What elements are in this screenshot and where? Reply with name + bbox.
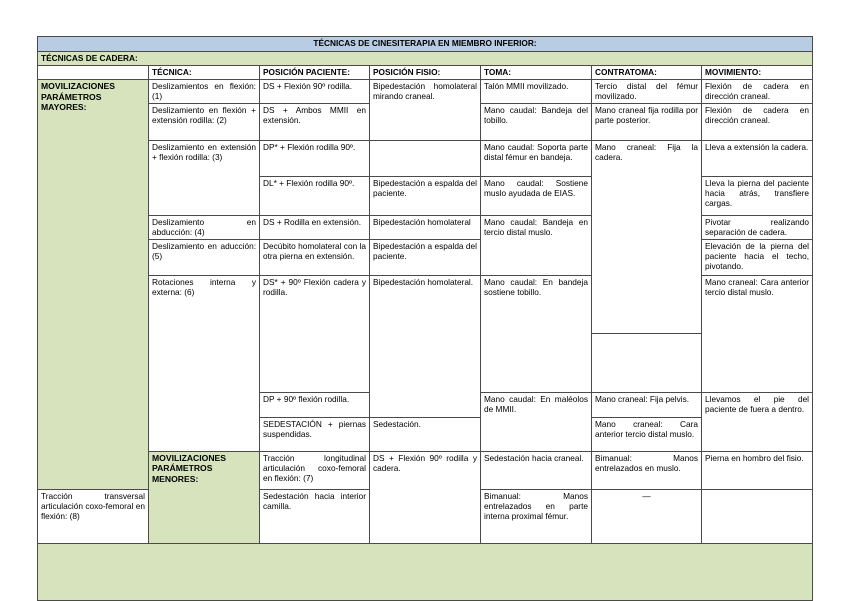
- group-parametros-menores: MOVILIZACIONES PARÁMETROS MENORES:: [149, 451, 260, 543]
- fisio-6c: Sedestación.: [370, 417, 481, 451]
- paciente-5: Decúbito homolateral con la otra pierna en extensión.: [260, 239, 370, 275]
- paciente-3a: DP* + Flexión rodilla 90º.: [260, 140, 370, 176]
- movimiento-4: Pivotar realizando separación de cadera.: [702, 215, 813, 239]
- fisio-1-2: Bipedestación homolateral mirando craneal.: [370, 80, 481, 141]
- paciente-1: DS + Flexión 90º rodilla.: [260, 80, 370, 104]
- contratoma-6c: Mano craneal: Cara anterior tercio distal muslo.: [592, 417, 702, 451]
- fisio-5: Bipedestación a espalda del paciente.: [370, 239, 481, 275]
- contratoma-8: —: [592, 489, 702, 543]
- toma-2: Mano caudal: Bandeja del tobillo.: [481, 103, 592, 140]
- header-empty: [38, 66, 149, 80]
- movimiento-3b: Lleva la pierna del paciente hacia atrás, transfiere cargas.: [702, 176, 813, 215]
- tecnica-4: Deslizamiento en abducción: (4): [149, 215, 260, 239]
- toma-4-5: Mano caudal: Bandeja en tercio distal muslo.: [481, 215, 592, 275]
- tecnica-7: Tracción longitudinal articulación coxo-femoral en flexión: (7): [260, 451, 370, 489]
- paciente-2: DS + Ambos MMII en extensión.: [260, 103, 370, 140]
- contratoma-3-5: Mano craneal: Fija la cadera.: [592, 140, 702, 333]
- header-movimiento: MOVIMIENTO:: [702, 66, 813, 80]
- contratoma-7: Pierna en hombro del fisio.: [702, 451, 813, 489]
- header-posicion-paciente: POSICIÓN PACIENTE:: [260, 66, 370, 80]
- paciente-7-8: DS + Flexión 90º rodilla y cadera.: [370, 451, 481, 543]
- fisio-3b: Bipedestación a espalda del paciente.: [370, 176, 481, 215]
- tecnica-6: Rotaciones interna y externa: (6): [149, 275, 260, 451]
- paciente-6c: SEDESTACIÓN + piernas suspendidas.: [260, 417, 370, 451]
- tecnica-2: Deslizamiento en flexión + extensión rodilla: (2): [149, 103, 260, 140]
- movimiento-6b: Llevamos el pie del paciente de fuera a dentro.: [702, 392, 813, 451]
- paciente-3b: DL* + Flexión rodilla 90º.: [260, 176, 370, 215]
- tecnica-5: Deslizamiento en aducción: (5): [149, 239, 260, 275]
- toma-1: Talón MMII movilizado.: [481, 80, 592, 104]
- toma-8: Bimanual: Manos entrelazados en parte interna proximal fémur.: [481, 489, 592, 543]
- header-posicion-fisio: POSICIÓN FISIO:: [370, 66, 481, 80]
- header-tecnica: TÉCNICA:: [149, 66, 260, 80]
- fisio-3a-empty: [370, 140, 481, 176]
- fisio-8: Sedestación hacia interior camilla.: [260, 489, 370, 543]
- toma-3a: Mano caudal: Soporta parte distal fémur en bandeja.: [481, 140, 592, 176]
- contratoma-1: Tercio distal del fémur movilizado.: [592, 80, 702, 104]
- header-toma: TOMA:: [481, 66, 592, 80]
- tecnica-8: Tracción transversal articulación coxo-femoral en flexión: (8): [38, 489, 149, 543]
- paciente-4: DS + Rodilla en extensión.: [260, 215, 370, 239]
- paciente-6a: DS* + 90º Flexión cadera y rodilla.: [260, 275, 370, 392]
- fisio-4: Bipedestación homolateral: [370, 215, 481, 239]
- tecnica-3: Deslizamiento en extensión + flexión rodilla: (3): [149, 140, 260, 215]
- header-contratoma: CONTRATOMA:: [592, 66, 702, 80]
- toma-7: Bimanual: Manos entrelazados en muslo.: [592, 451, 702, 489]
- toma-6b: Mano caudal: En maléolos de MMII.: [481, 392, 592, 451]
- movimiento-2: Flexión de cadera en dirección craneal.: [702, 103, 813, 140]
- cinesiterapia-table: [37, 36, 813, 601]
- contratoma-2: Mano craneal fija rodilla por parte posterior.: [592, 103, 702, 140]
- tecnica-1: Deslizamientos en flexión: (1): [149, 80, 260, 104]
- movimiento-5: Elevación de la pierna del paciente hacia el techo, pivotando.: [702, 239, 813, 275]
- toma-6a: Mano caudal: En bandeja sostiene tobillo.: [481, 275, 592, 392]
- empty-footer-row: [38, 543, 813, 600]
- contratoma-6b: Mano craneal: Fija pelvis.: [592, 392, 702, 417]
- group-parametros-mayores: MOVILIZACIONES PARÁMETROS MAYORES:: [38, 80, 149, 490]
- paciente-6b: DP + 90º flexión rodilla.: [260, 392, 370, 417]
- movimiento-3a: Lleva a extensión la cadera.: [702, 140, 813, 176]
- contratoma-6a: Mano craneal: Cara anterior tercio distal muslo.: [702, 275, 813, 392]
- fisio-6: Bipedestación homolateral.: [370, 275, 481, 417]
- toma-3b: Mano caudal: Sostiene muslo ayudada de EIAS.: [481, 176, 592, 215]
- table-title: TÉCNICAS DE CINESITERAPIA EN MIEMBRO INFERIOR:: [38, 37, 813, 52]
- movimiento-1: Flexión de cadera en dirección craneal.: [702, 80, 813, 104]
- section-title: TÉCNICAS DE CADERA:: [38, 52, 813, 66]
- fisio-7: Sedestación hacia craneal.: [481, 451, 592, 489]
